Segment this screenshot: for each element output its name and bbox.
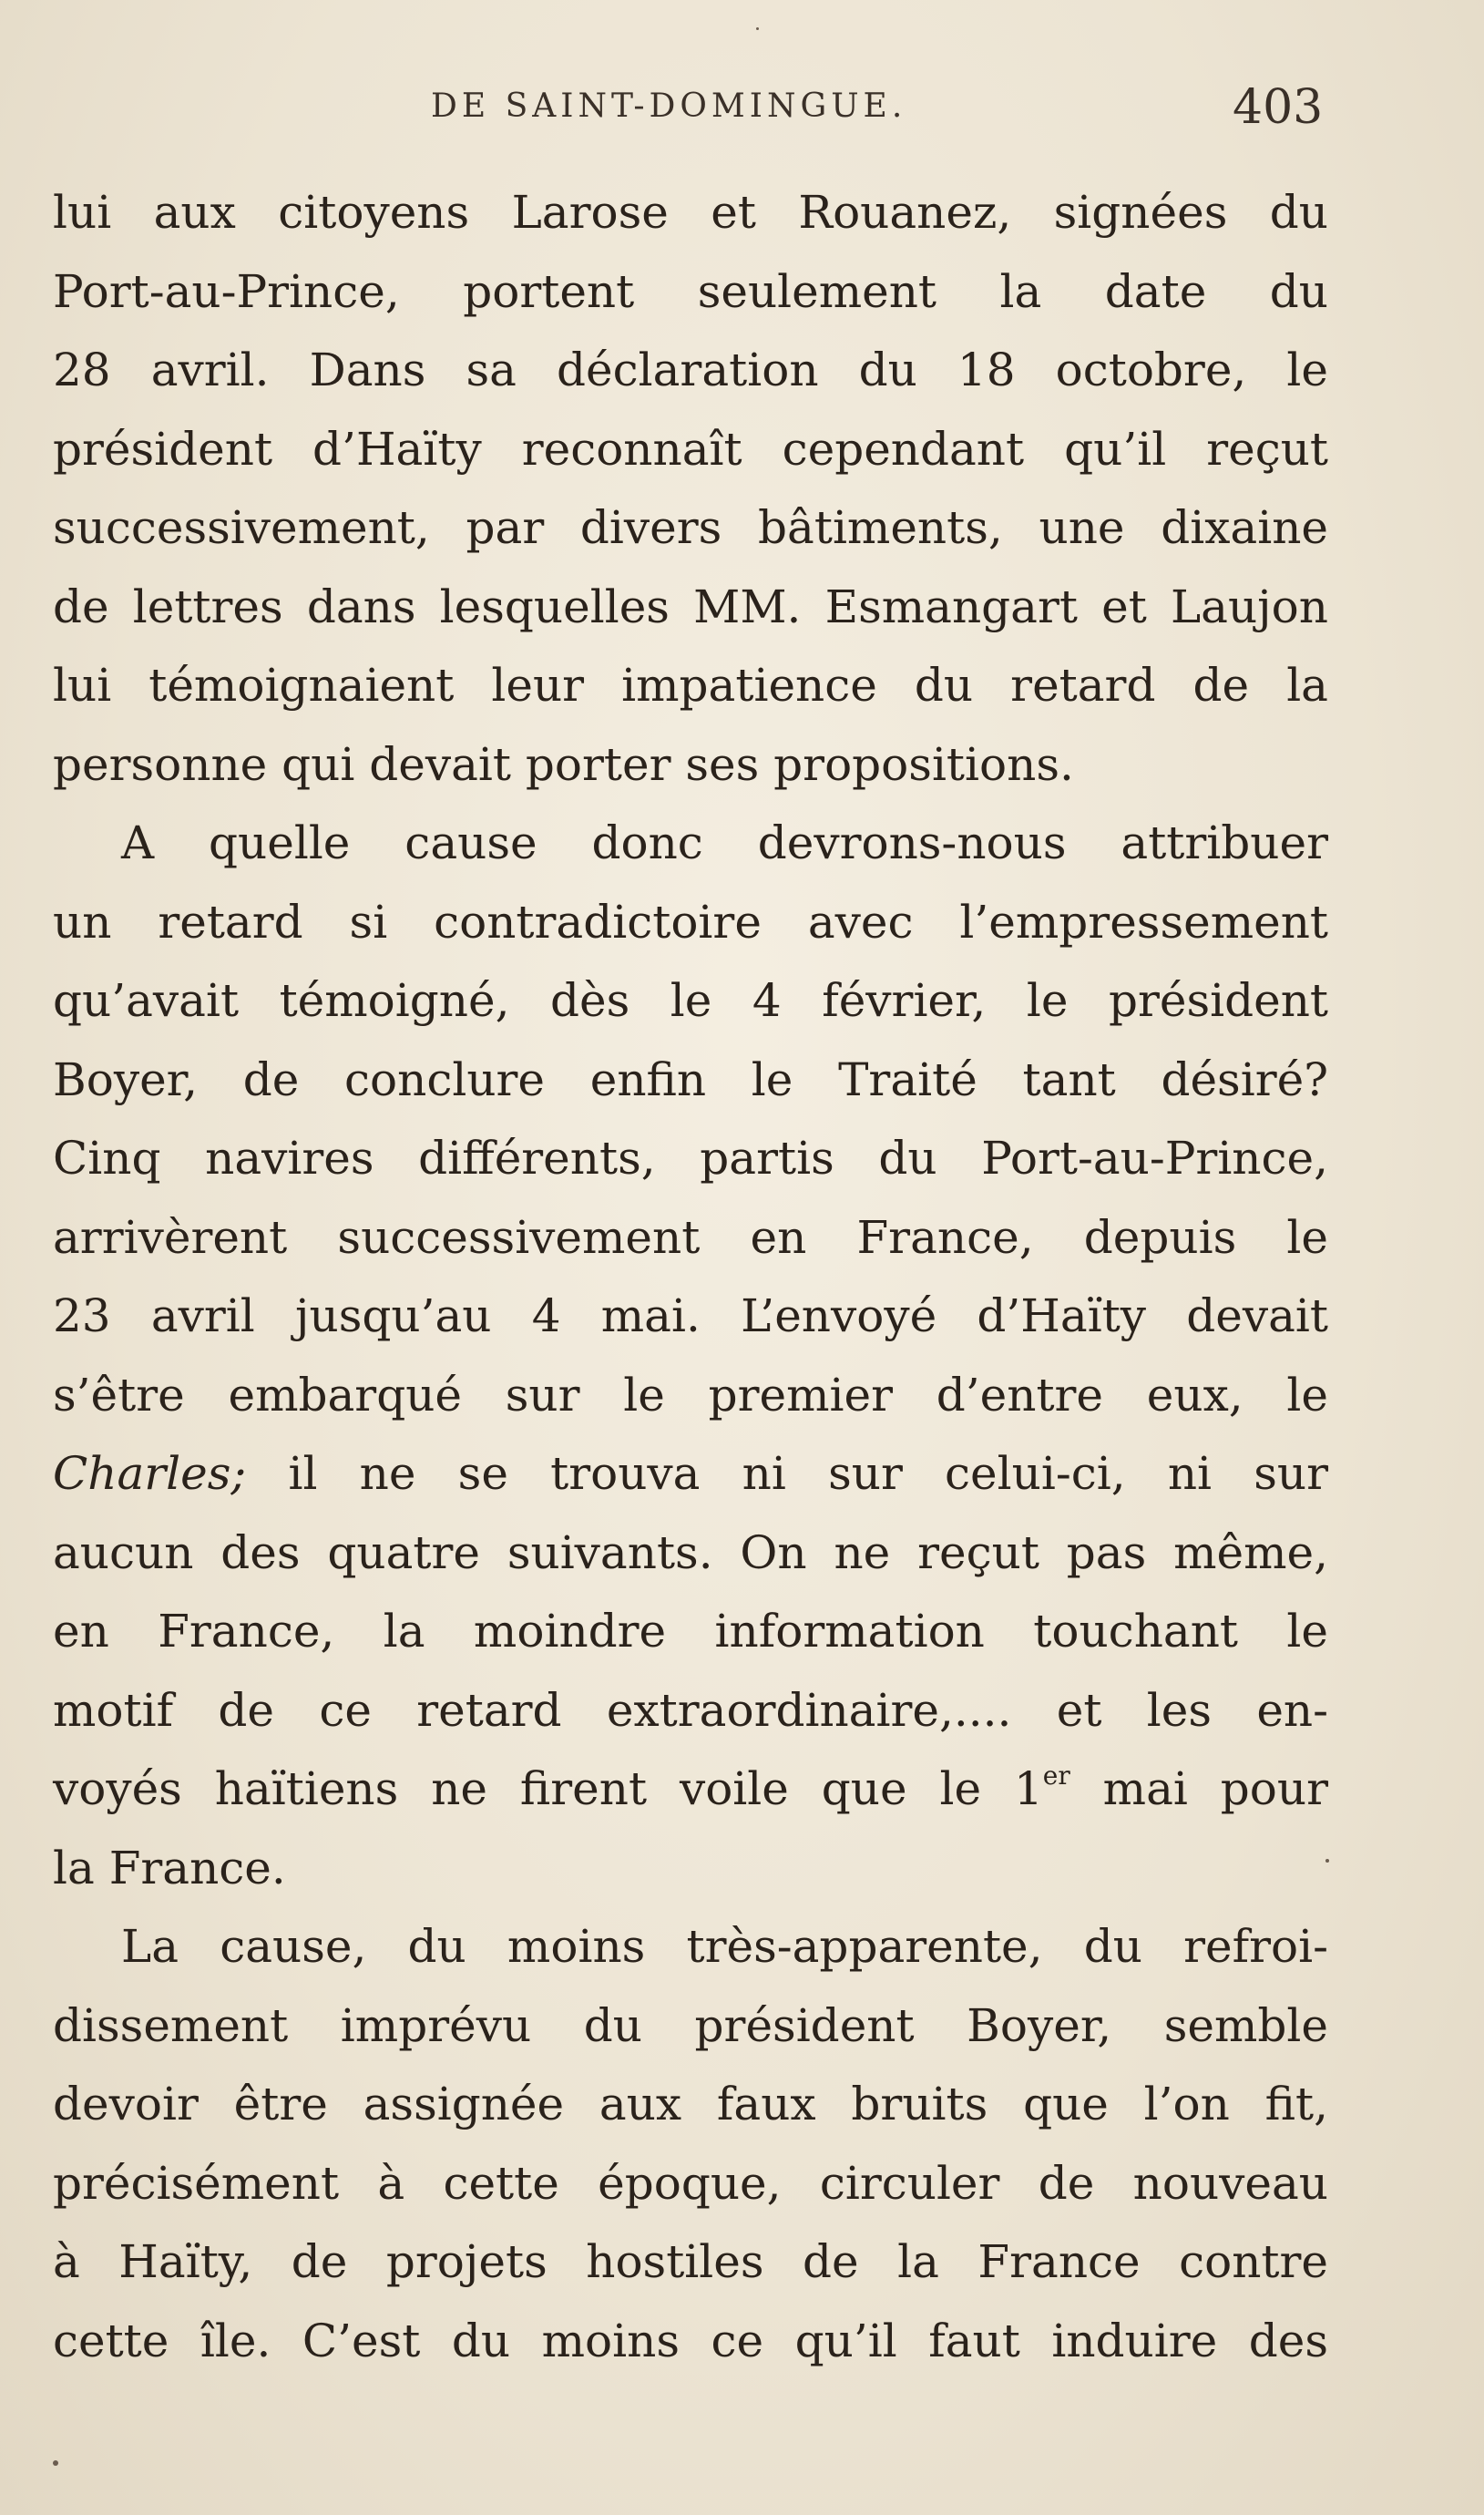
body-text — [53, 173, 1328, 2380]
text-segment: il ne se trouva ni sur celui-ci, ni sur — [246, 1447, 1328, 1500]
text-line: de lettres dans lesquelles MM. Esmangart et Laujon — [53, 580, 1328, 633]
text-line: 28 avril. Dans sa déclaration du 18 octobre, le — [53, 344, 1328, 396]
text-line: s’être embarqué sur le premier d’entre eux, le — [53, 1368, 1328, 1422]
paper-speck — [1325, 1859, 1329, 1863]
text-line: La cause, du moins très-apparente, du refroi- — [121, 1920, 1328, 1973]
text-line: Port-au-Prince, portent seulement la date du — [53, 264, 1328, 318]
text-line: dissement imprévu du président Boyer, semble — [53, 1998, 1328, 2052]
text-line: cette île. C’est du moins ce qu’il faut induire des — [53, 2314, 1328, 2367]
text-line: personne qui devait porter ses propositions. — [53, 737, 1074, 791]
paper-speck — [53, 2460, 58, 2466]
text-line: précisément à cette époque, circuler de nouveau — [53, 2156, 1328, 2210]
text-line: à Haïty, de projets hostiles de la France contre — [53, 2235, 1328, 2288]
page-header — [53, 80, 1328, 135]
text-line: aucun des quatre suivants. On ne reçut pas même, — [53, 1525, 1328, 1579]
text-line — [53, 1750, 1328, 1829]
text-line: président d’Haïty reconnaît cependant qu’il reçut — [53, 422, 1328, 476]
text-line: lui témoignaient leur impatience du retard de la — [53, 659, 1328, 712]
text-line: un retard si contradictoire avec l’empressement — [53, 895, 1328, 949]
text-line: Boyer, de conclure enfin le Traité tant désiré? — [53, 1052, 1328, 1106]
text-line: motif de ce retard extraordinaire,.... et les en- — [53, 1683, 1328, 1737]
text-line: la France. — [53, 1841, 286, 1894]
text-line: en France, la moindre information touchant le — [53, 1605, 1328, 1658]
text-segment: mai pour — [1070, 1762, 1328, 1815]
paper-speck — [756, 27, 759, 30]
text-line: 23 avril jusqu’au 4 mai. L’envoyé d’Haïty devait — [53, 1289, 1328, 1342]
text-line: arrivèrent successivement en France, depuis le — [53, 1210, 1328, 1264]
text-line: Cinq navires différents, partis du Port-au-Prince, — [53, 1132, 1328, 1185]
text-line — [53, 1434, 1328, 1514]
text-line: qu’avait témoigné, dès le 4 février, le président — [53, 974, 1328, 1027]
text-line: A quelle cause donc devrons-nous attribuer — [121, 816, 1328, 869]
superscript: er — [1042, 1760, 1070, 1791]
text-line: successivement, par divers bâtiments, une dixaine — [53, 501, 1328, 554]
running-head: DE SAINT-DOMINGUE. — [431, 87, 907, 125]
ship-name: Charles; — [53, 1447, 247, 1500]
text-line: lui aux citoyens Larose et Rouanez, signées du — [53, 186, 1328, 239]
text-segment: voyés haïtiens ne firent voile que le 1 — [53, 1762, 1043, 1815]
text-line: devoir être assignée aux faux bruits que l’on fit, — [53, 2078, 1328, 2130]
page-number: 403 — [1233, 80, 1324, 135]
